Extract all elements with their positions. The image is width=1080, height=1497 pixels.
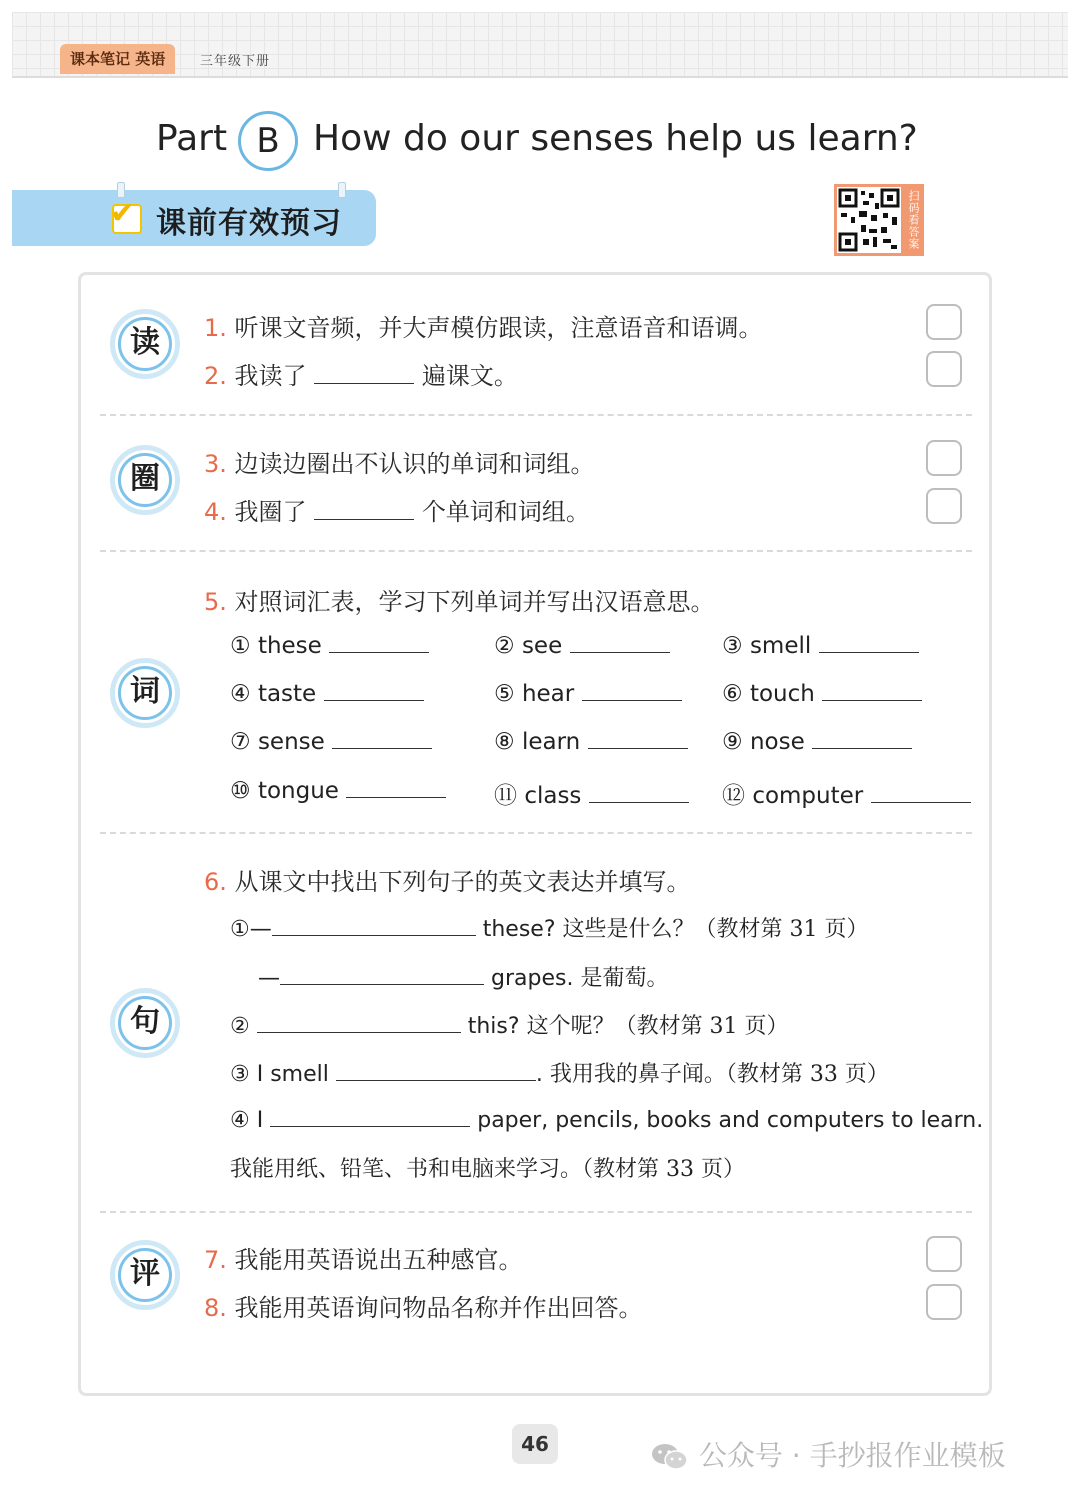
task-3-checkbox[interactable]: [926, 440, 962, 476]
word-meaning-blank[interactable]: [812, 728, 912, 749]
section-divider: [100, 1211, 972, 1213]
word-item: ② see: [494, 632, 670, 659]
task-text: 从课文中找出下列句子的英文表达并填写。: [234, 868, 691, 896]
task-number: 8.: [204, 1294, 227, 1322]
watermark: [650, 1434, 1006, 1474]
task-number: 1.: [204, 314, 227, 342]
task-number: 7.: [204, 1246, 227, 1274]
sentence-blank[interactable]: [280, 964, 484, 985]
word-item: ⑤ hear: [494, 680, 682, 707]
word-meaning-blank[interactable]: [346, 777, 446, 798]
task-4-checkbox[interactable]: [926, 488, 962, 524]
word-meaning-blank[interactable]: [332, 728, 432, 749]
task-text: 听课文音频，并大声模仿跟读，注意语音和语调。: [234, 314, 763, 342]
word-item: ① these: [230, 632, 429, 659]
sentence-3: ③ I smell . 我用我的鼻子闻。（教材第 33 页）: [230, 1062, 889, 1087]
sentence-1a: ①— these? 这些是什么？（教材第 31 页）: [230, 917, 869, 942]
sentence-4: ④ I paper, pencils, books and computers to learn.: [230, 1108, 984, 1133]
sentence-blank[interactable]: [272, 915, 476, 936]
section-divider: [100, 550, 972, 552]
section-divider: [100, 832, 972, 834]
task-item-6: [204, 862, 691, 897]
qr-caption: 扫码看答案: [902, 184, 924, 256]
task-7-checkbox[interactable]: [926, 1236, 962, 1272]
task-text-pre: 我圈了: [234, 498, 307, 526]
badge-sentences: [110, 988, 180, 1058]
badge-evaluate-label: 评: [118, 1248, 172, 1302]
badge-read: [110, 309, 180, 379]
word-item: ⑥ touch: [722, 680, 922, 707]
word-meaning-blank[interactable]: [822, 680, 922, 701]
ribbon-label: 课前有效预习: [156, 206, 342, 241]
badge-words: [110, 658, 180, 728]
task-item-8: [204, 1288, 643, 1323]
task-text: 对照词汇表，学习下列单词并写出汉语意思。: [234, 588, 715, 616]
sentence-1b: — grapes. 是葡萄。: [258, 966, 669, 991]
task-item-7: [204, 1240, 523, 1275]
word-meaning-blank[interactable]: [329, 632, 429, 653]
task-item-4: [204, 492, 590, 527]
badge-read-label: 读: [118, 317, 172, 371]
sentence-blank[interactable]: [336, 1060, 536, 1081]
word-meaning-blank[interactable]: [324, 680, 424, 701]
word-item: ⑦ sense: [230, 728, 432, 755]
sentence-blank[interactable]: [270, 1106, 470, 1127]
task-2-checkbox[interactable]: [926, 351, 962, 387]
word-meaning-blank[interactable]: [588, 728, 688, 749]
task-text-pre: 我读了: [234, 362, 307, 390]
sentence-2: ② this? 这个呢？（教材第 31 页）: [230, 1014, 789, 1039]
sentence-blank[interactable]: [257, 1012, 461, 1033]
task-text-post: 遍课文。: [421, 362, 518, 390]
word-item: ⑧ learn: [494, 728, 688, 755]
task-number: 2.: [204, 362, 227, 390]
title-question: How do our senses help us learn?: [313, 118, 918, 159]
task-item-5: [204, 582, 715, 617]
task-text: 我能用英语说出五种感官。: [234, 1246, 523, 1274]
badge-circle: [110, 445, 180, 515]
watermark-text: 公众号 · 手抄报作业模板: [698, 1439, 1006, 1472]
page-number: 46: [512, 1424, 558, 1464]
word-item: ⑪ class: [494, 777, 689, 810]
badge-words-label: 词: [118, 666, 172, 720]
task-number: 5.: [204, 588, 227, 616]
word-meaning-blank[interactable]: [871, 782, 971, 803]
checkmark-icon: ✔: [110, 196, 136, 231]
wechat-icon: [650, 1442, 690, 1472]
section-divider: [100, 414, 972, 416]
badge-sentences-label: 句: [118, 996, 172, 1050]
task-item-3: [204, 444, 595, 479]
task-item-2: [204, 356, 518, 391]
sentence-4-translation: 我能用纸、铅笔、书和电脑来学习。（教材第 33 页）: [230, 1157, 745, 1182]
badge-circle-label: 圈: [118, 453, 172, 507]
task-1-checkbox[interactable]: [926, 304, 962, 340]
word-item: ③ smell: [722, 632, 919, 659]
word-meaning-blank[interactable]: [582, 680, 682, 701]
task-text: 我能用英语询问物品名称并作出回答。: [234, 1294, 643, 1322]
title-letter: B: [238, 111, 298, 171]
word-item: ⑩ tongue: [230, 777, 446, 804]
word-item: ⑨ nose: [722, 728, 912, 755]
circle-count-blank[interactable]: [314, 499, 414, 520]
preview-card: [78, 272, 992, 1396]
header-grade: 三年级下册: [200, 54, 271, 69]
word-meaning-blank[interactable]: [589, 782, 689, 803]
qr-pattern-icon: [837, 187, 901, 253]
task-number: 3.: [204, 450, 227, 478]
word-item: ⑫ computer: [722, 777, 971, 810]
task-number: 4.: [204, 498, 227, 526]
task-item-1: [204, 308, 763, 343]
task-text: 边读边圈出不认识的单词和词组。: [234, 450, 595, 478]
header-tag: 课本笔记 英语: [60, 44, 175, 74]
task-text-post: 个单词和词组。: [421, 498, 590, 526]
word-item: ④ taste: [230, 680, 424, 707]
word-meaning-blank[interactable]: [570, 632, 670, 653]
task-8-checkbox[interactable]: [926, 1284, 962, 1320]
qr-code[interactable]: [834, 184, 904, 256]
title-part: Part: [156, 118, 228, 159]
ribbon-pin-right: [338, 182, 346, 198]
word-meaning-blank[interactable]: [819, 632, 919, 653]
task-number: 6.: [204, 868, 227, 896]
badge-evaluate: [110, 1240, 180, 1310]
read-count-blank[interactable]: [314, 363, 414, 384]
